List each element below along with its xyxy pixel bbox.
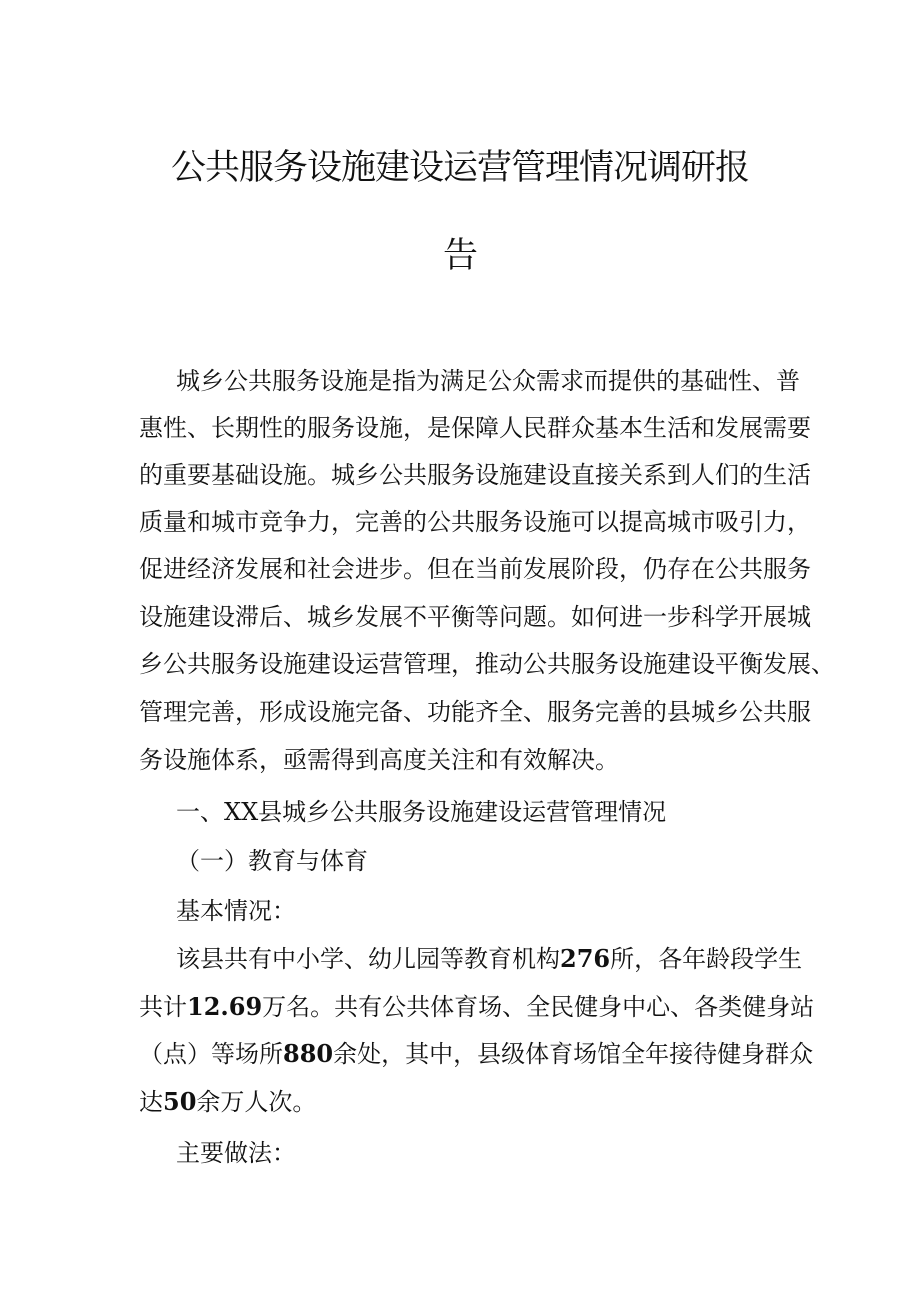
basic-situation-line [176, 944, 802, 974]
main-practices-label: 主要做法： [176, 1139, 296, 1167]
basic-text: 共计 [139, 993, 187, 1021]
institution-count: 276 [560, 944, 611, 973]
student-count: 12.69 [187, 992, 263, 1021]
basic-text: 所，各年龄段学生 [610, 945, 803, 973]
venue-count: 880 [283, 1039, 334, 1068]
intro-paragraph-line: 设施建设滞后、城乡发展不平衡等问题。如何进一步科学开展城 [139, 603, 811, 631]
basic-text: （点）等场所 [139, 1040, 283, 1068]
intro-paragraph-line: 城乡公共服务设施是指为满足公众需求而提供的基础性、普 [176, 367, 800, 395]
section-heading: 一、XX县城乡公共服务设施建设运营管理情况 [176, 798, 667, 826]
intro-paragraph-line: 务设施体系，亟需得到高度关注和有效解决。 [139, 746, 619, 774]
basic-situation-label: 基本情况： [176, 897, 296, 925]
document-title-line-2: 告 [442, 236, 477, 276]
intro-paragraph-line: 乡公共服务设施建设运营管理，推动公共服务设施建设平衡发展、 [139, 650, 835, 678]
intro-paragraph-line: 促进经济发展和社会进步。但在当前发展阶段，仍存在公共服务 [139, 555, 811, 583]
document-title-line-1: 公共服务设施建设运营管理情况调研报 [170, 148, 749, 188]
intro-paragraph-line: 管理完善，形成设施完备、功能齐全、服务完善的县城乡公共服 [139, 698, 811, 726]
basic-situation-line [139, 1087, 316, 1117]
basic-text: 万名。共有公共体育场、全民健身中心、各类健身站 [262, 993, 815, 1021]
basic-text: 余万人次。 [196, 1088, 317, 1116]
intro-paragraph-line: 质量和城市竞争力，完善的公共服务设施可以提高城市吸引力， [139, 508, 811, 536]
basic-situation-line [139, 1039, 813, 1069]
basic-text: 余处，其中，县级体育场馆全年接待健身群众 [333, 1040, 814, 1068]
subsection-heading: （一）教育与体育 [176, 847, 368, 875]
intro-paragraph-line: 的重要基础设施。城乡公共服务设施建设直接关系到人们的生活 [139, 461, 811, 489]
basic-text: 达 [139, 1088, 163, 1116]
intro-paragraph-line: 惠性、长期性的服务设施，是保障人民群众基本生活和发展需要 [139, 414, 811, 442]
visitor-count: 50 [163, 1087, 197, 1116]
basic-situation-line [139, 992, 814, 1022]
basic-text: 该县共有中小学、幼儿园等教育机构 [176, 945, 560, 973]
